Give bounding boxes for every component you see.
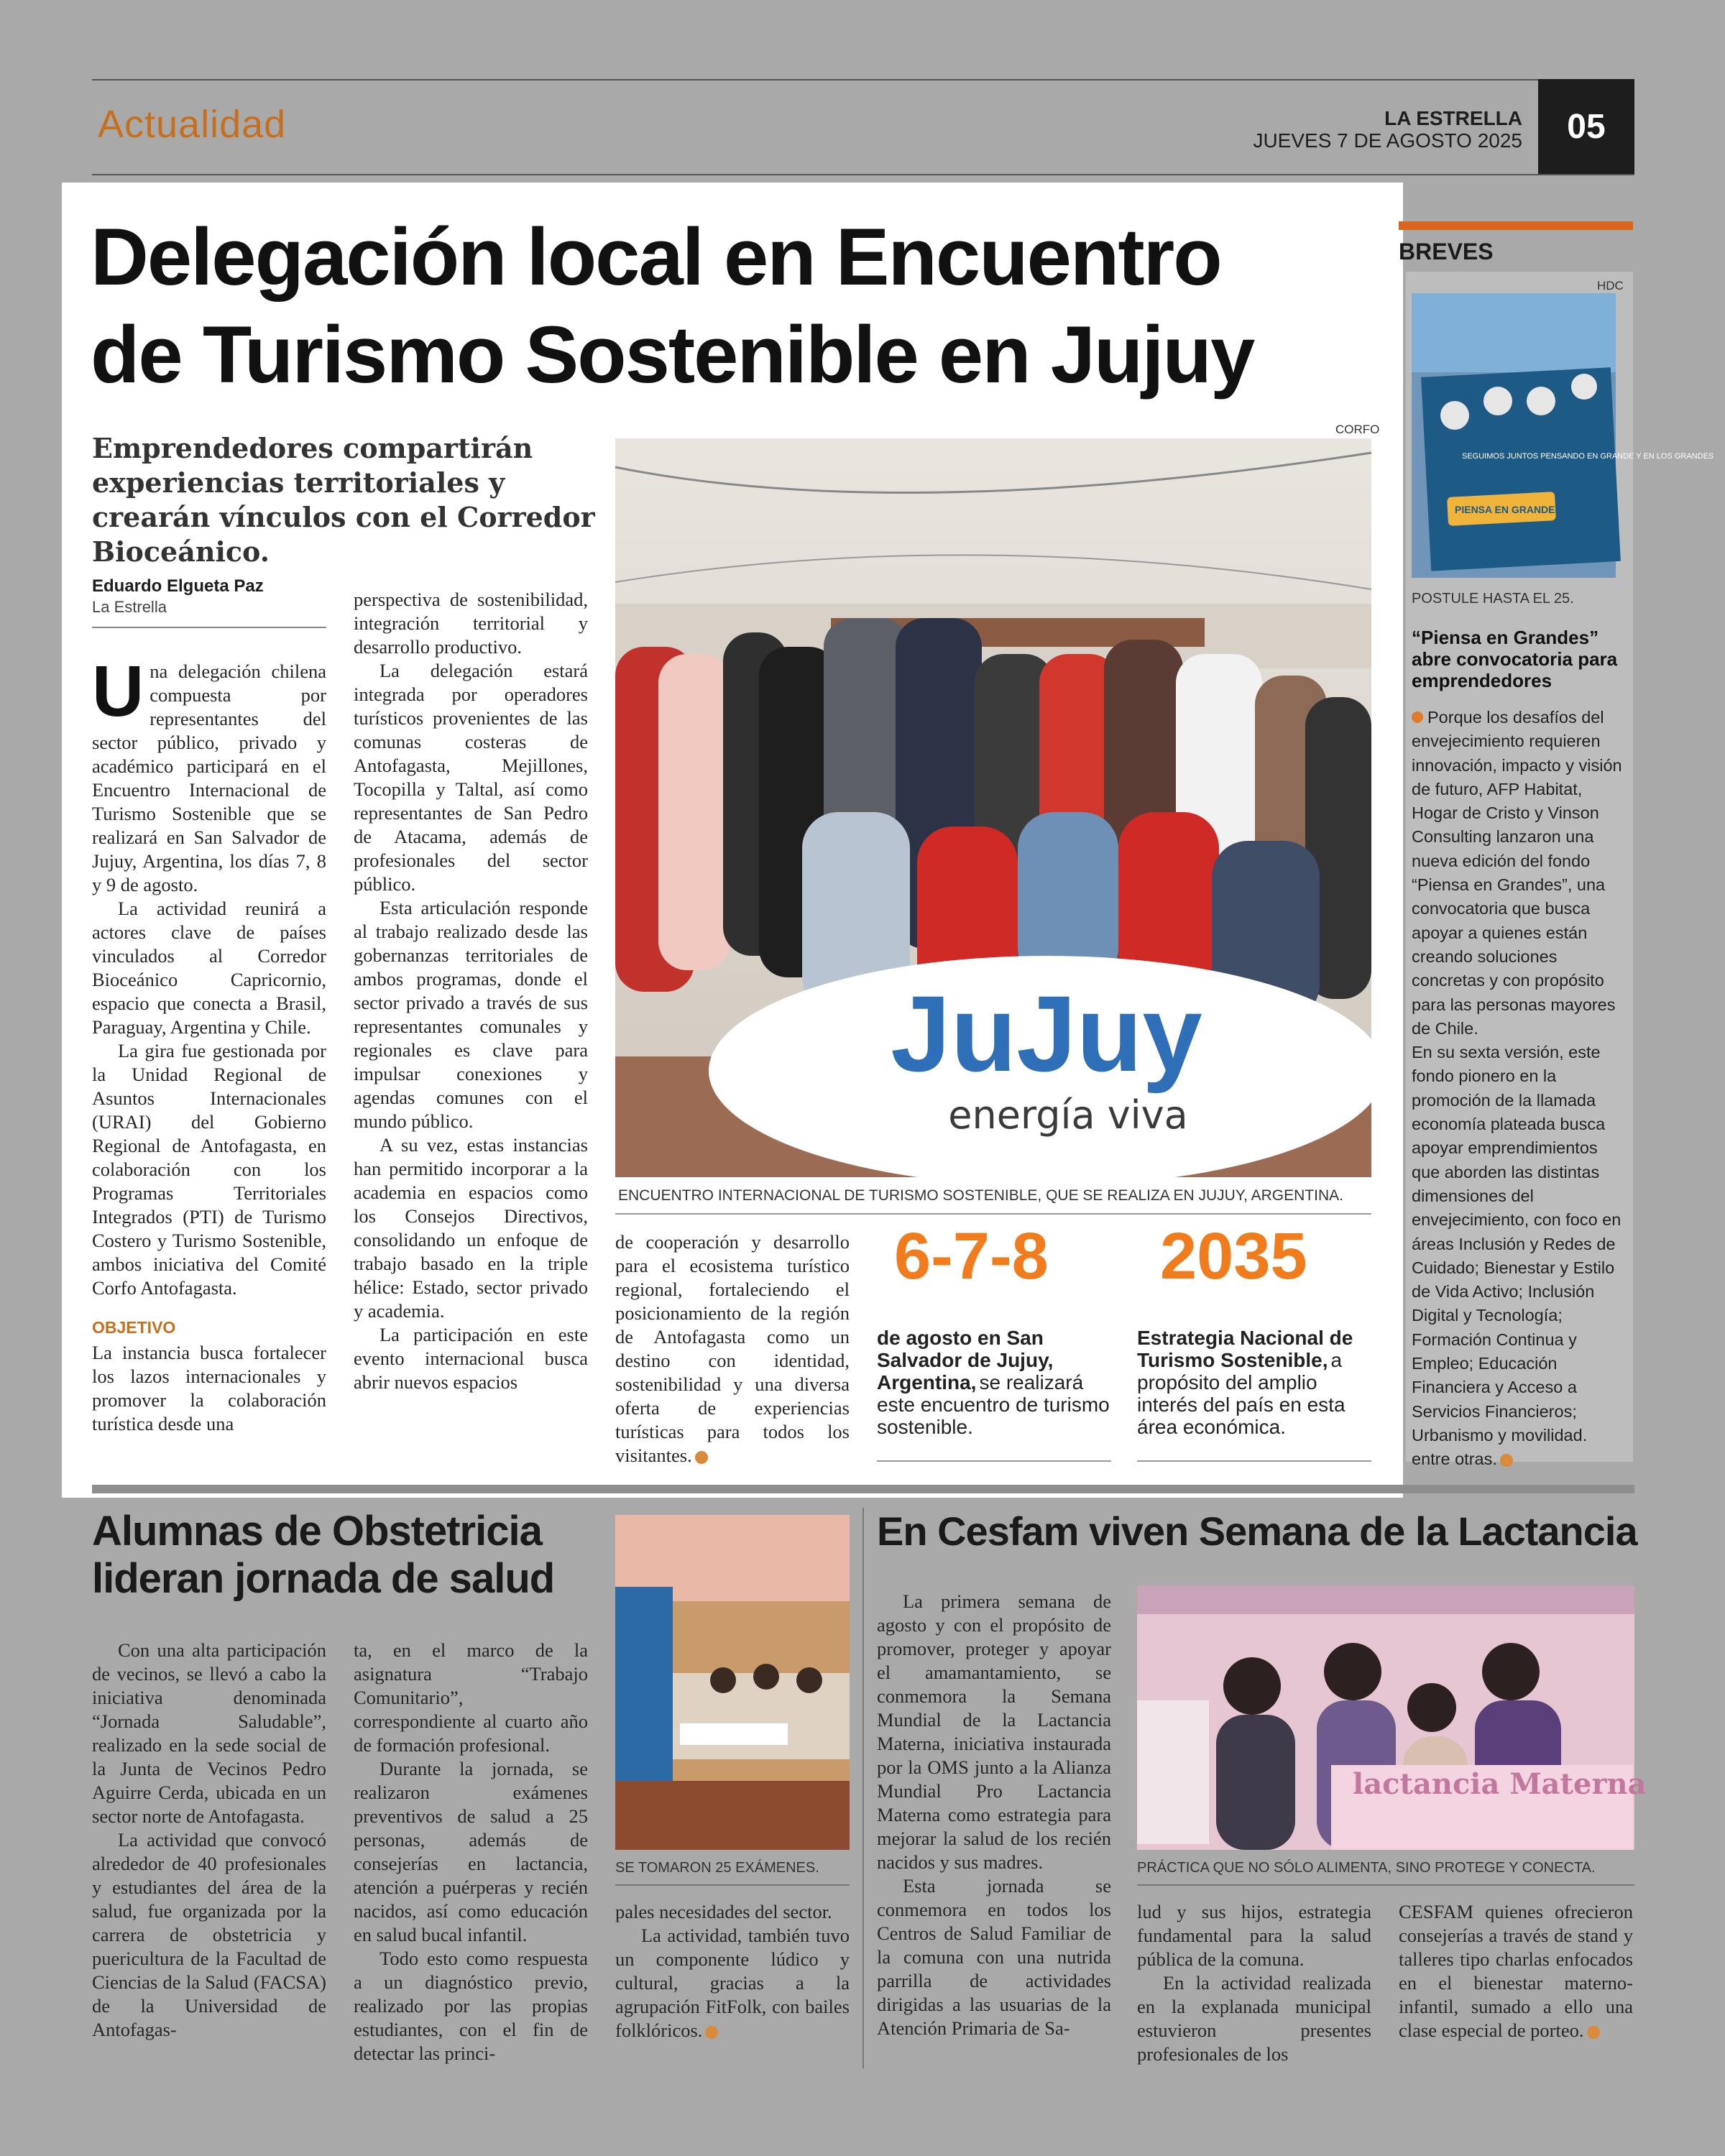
main-headline <box>91 208 1370 404</box>
article3-headline: En Cesfam viven Semana de la Lactancia <box>877 1508 1637 1554</box>
section-separator <box>92 1485 1634 1493</box>
main-headline-line1: Delegación local en Encuentro <box>91 212 1221 302</box>
article2-photo <box>615 1515 850 1850</box>
main-deck: Emprendedores compartirán experiencias territoriales y crearán vínculos con el Corredor Bioceánico. <box>92 432 595 568</box>
article3-col1-p1: La primera semana de agosto y con el propósito de promover, proteger y apoyar el amamantamiento, se conmemora la Semana Mundial de la Lactancia Materna, iniciativa instaurada por la OMS junto a la Alianza Mundial Pro Lactancia Materna como estrategia para mejorar la salud de los recién nacidos y sus madres. <box>877 1590 1111 1873</box>
drop-cap: U <box>92 651 144 732</box>
breves-title: BREVES <box>1399 239 1494 264</box>
article2-col3-p2: La actividad, también tuvo un componente lúdico y cultural, gracias a la agrupación FitFolk, con bailes folklóricos. <box>615 1925 850 2041</box>
article2-end-mark-icon <box>705 2026 718 2039</box>
end-mark-icon <box>695 1451 708 1464</box>
top-rule <box>92 79 1538 80</box>
breves-body <box>1412 706 1627 1472</box>
article2-col2-p2: Durante la jornada, se realizaron exámenes preventivos de salud a 25 personas, además de consejerías en lactancia, atención a puérperas y recién nacidos, así como educación en salud bucal infantil. <box>354 1758 588 1945</box>
article3-col3-p1: CESFAM quienes ofrecieron consejerías a través de stand y talleres tipo charlas enfocados en el bienestar materno-infantil, sumado a ello una clase especial de porteo. <box>1399 1901 1633 2041</box>
main-photo <box>615 438 1371 1177</box>
article2-col1-p2: La actividad que convocó alrededor de 40 profesionales y estudiantes del área de la salud, fue organizada por la carrera de obstetricia y puericultura de la Facultad de Ciencias de la Salud (FACSA) de la Universidad de Antofagas- <box>92 1829 326 2040</box>
breves-photo-caption: POSTULE HASTA EL 25. <box>1412 591 1574 607</box>
main-col2-p1: perspectiva de sostenibilidad, integración territorial y desarrollo productivo. <box>354 589 588 658</box>
main-photo-image <box>615 438 1371 1177</box>
fact1-rule <box>877 1460 1111 1462</box>
article3-column-3 <box>1399 1900 1633 2042</box>
article2-col2-p3: Todo esto como respuesta a un diagnóstico previo, realizado por las propias estudiantes, con el fin de detectar las princi- <box>354 1948 588 2064</box>
fact1-body: se realizará este encuentro de turismo sostenible. <box>877 1371 1110 1438</box>
fact2-rule <box>1137 1460 1371 1462</box>
lactancia-sign: lactancia Materna <box>1353 1767 1647 1801</box>
article2-headline-line2: lideran jornada de salud <box>92 1555 555 1602</box>
fact1-number: 6-7-8 <box>894 1220 1049 1293</box>
main-photo-credit: CORFO <box>1335 423 1380 436</box>
main-column-3 <box>615 1230 850 1468</box>
main-col3-p1: de cooperación y desarrollo para el ecosistema turístico regional, fortaleciendo el posicionamiento de la región de Antofagasta como un destino con identidad, sostenibilidad y una diversa oferta de experiencias turísticas para todos los visitantes. <box>615 1231 850 1466</box>
article2-headline-line1: Alumnas de Obstetricia <box>92 1508 542 1554</box>
breves-photo-credit: HDC <box>1597 279 1624 292</box>
article3-end-mark-icon <box>1587 2026 1600 2039</box>
bullet-dot-icon <box>1412 711 1423 723</box>
issue-date: JUEVES 7 DE AGOSTO 2025 <box>1253 129 1522 152</box>
article2-col1-p1: Con una alta participación de vecinos, se llevó a cabo la iniciativa denominada “Jornada Saludable”, realizado en la sede social de la Junta de Vecinos Pedro Aguirre Cerda, ubicada en un sector norte de Antofagasta. <box>92 1639 326 1827</box>
breves-body-p1: Porque los desafíos del envejecimiento requieren innovación, impacto y visión de futuro, AFP Habitat, Hogar de Cristo y Vinson Consulting lanzaron una nueva edición del fondo “Piensa en Grandes”, una convocatoria que busca apoyar a quienes están creando soluciones concretas y con propósito para las personas mayores de Chile. <box>1412 708 1622 1038</box>
main-col2-p3: Esta articulación responde al trabajo realizado desde las gobernanzas territoriales de ambos programas, donde el sector privado a través de sus representantes comunales y regionales es clave para impulsar conexiones y agendas comunes con el mundo público. <box>354 897 588 1132</box>
article3-column-2 <box>1137 1900 1371 2066</box>
fact1-text <box>877 1327 1114 1438</box>
article3-col1-p2: Esta jornada se conmemora en todos los Centros de Salud Familiar de la comuna con una nutrida parrilla de actividades dirigidas a las usuarias de la Atención Primaria de Sa- <box>877 1875 1111 2039</box>
article2-caption-rule <box>615 1884 850 1886</box>
article2-photo-image <box>615 1515 850 1850</box>
breves-body-p2: En su sexta versión, este fondo pionero en la promoción de la llamada economía plateada busca apoyar emprendimientos que aborden las distintas dimensiones del envejecimiento, con foco en áreas Inclusión y Redes de Cuidado; Bienestar y Estilo de Vida Activo; Inclusión Digital y Tecnología; Formación Continua y Empleo; Educación Financiera y Acceso a Servicios Financieros; Urbanismo y movilidad. entre otras. <box>1412 1043 1622 1469</box>
article3-col2-p1: lud y sus hijos, estrategia fundamental para la salud pública de la comuna. <box>1137 1901 1371 1970</box>
jujuy-sign-text: JuJuy <box>891 973 1202 1094</box>
author-outlet: La Estrella <box>92 598 167 616</box>
author-name: Eduardo Elgueta Paz <box>92 576 264 596</box>
breves-photo <box>1412 293 1714 578</box>
page-number: 05 <box>1538 79 1634 174</box>
article3-photo <box>1137 1585 1647 1850</box>
main-column-2 <box>354 588 588 1394</box>
byline-rule <box>92 627 326 628</box>
article3-column-1 <box>877 1590 1111 2040</box>
fact1-bold: de agosto en San Salvador de Jujuy, Argentina, <box>877 1327 1054 1393</box>
article3-col2-p2: En la actividad realizada en la explanada municipal estuvieron presentes profesionales de los <box>1137 1972 1371 2065</box>
caption-rule <box>615 1213 1371 1215</box>
article2-column-3 <box>615 1900 850 2042</box>
jujuy-sign-subtext: energía viva <box>948 1092 1188 1138</box>
article2-photo-caption: SE TOMARON 25 EXÁMENES. <box>615 1860 819 1876</box>
header-bottom-rule <box>92 174 1634 175</box>
main-column-1 <box>92 651 326 1436</box>
breves-end-mark-icon <box>1500 1454 1513 1467</box>
fact2-bold: Estrategia Nacional de Turismo Sostenible, <box>1137 1327 1353 1371</box>
fact2-number: 2035 <box>1160 1220 1307 1293</box>
main-photo-caption: ENCUENTRO INTERNACIONAL DE TURISMO SOSTENIBLE, QUE SE REALIZA EN JUJUY, ARGENTINA. <box>618 1187 1343 1204</box>
main-headline-line2: de Turismo Sostenible en Jujuy <box>91 310 1254 400</box>
article3-caption-rule <box>1137 1884 1634 1886</box>
breves-accent-bar <box>1399 221 1633 230</box>
breves-headline: “Piensa en Grandes” abre convocatoria para emprendedores <box>1412 627 1618 691</box>
breves-photo-image <box>1412 293 1714 578</box>
section-label: Actualidad <box>98 103 287 146</box>
breves-banner-text: SEGUIMOS JUNTOS PENSANDO EN GRANDE Y EN LOS GRANDES <box>1462 452 1714 461</box>
article2-column-2 <box>354 1639 588 2065</box>
main-col2-p4: A su vez, estas instancias han permitido incorporar a la academia en espacios como los Consejos Directivos, consolidando un enfoque de trabajo basado en la triple hélice: Estado, sector privado y academia. <box>354 1134 588 1322</box>
main-col2-p5: La participación en este evento internacional busca abrir nuevos espacios <box>354 1324 588 1393</box>
article2-headline <box>92 1508 610 1603</box>
main-col1-p1: na delegación chilena compuesta por representantes del sector público, privado y académico participará en el Encuentro Internacional de Turismo Sostenible que se realizará en San Salvador de Jujuy, Argentina, los días 7, 8 y 9 de agosto. <box>92 660 326 895</box>
article2-col3-p1: pales necesidades del sector. <box>615 1901 832 1922</box>
main-col1-p2: La actividad reunirá a actores clave de países vinculados al Corredor Bioceánico Capricornio, espacio que conecta a Brasil, Paraguay, Argentina y Chile. <box>92 898 326 1038</box>
column-divider <box>862 1508 864 2068</box>
article2-column-1 <box>92 1639 326 2042</box>
article3-photo-image <box>1137 1585 1647 1850</box>
fact2-body: a propósito del amplio interés del país en esta área económica. <box>1137 1349 1346 1438</box>
main-col2-p2: La delegación estará integrada por operadores turísticos provenientes de las comunas costeras de Antofagasta, Mejillones, Tocopilla y Taltal, así como representantes de San Pedro de Atacama, además de profesionales del sector público. <box>354 660 588 895</box>
article3-photo-caption: PRÁCTICA QUE NO SÓLO ALIMENTA, SINO PROTEGE Y CONECTA. <box>1137 1860 1596 1876</box>
article2-col2-p1: ta, en el marco de la asignatura “Trabajo Comunitario”, correspondiente al cuarto año de formación profesional. <box>354 1639 588 1756</box>
newspaper-name: LA ESTRELLA <box>1384 107 1522 129</box>
breves-banner-logo: PIENSA EN GRANDES <box>1455 504 1562 515</box>
main-col1-p3: La gira fue gestionada por la Unidad Regional de Asuntos Internacionales (URAI) del Gobierno Regional de Antofagasta, en colaboración con los Programas Territoriales Integrados (PTI) de Turismo Costero y Turismo Sostenible, ambos iniciativa del Comité Corfo Antofagasta. <box>92 1040 326 1299</box>
main-col1-p4: La instancia busca fortalecer los lazos internacionales y promover la colaboración turística desde una <box>92 1342 326 1434</box>
fact2-text <box>1137 1327 1371 1438</box>
main-subhead: OBJETIVO <box>92 1318 176 1337</box>
